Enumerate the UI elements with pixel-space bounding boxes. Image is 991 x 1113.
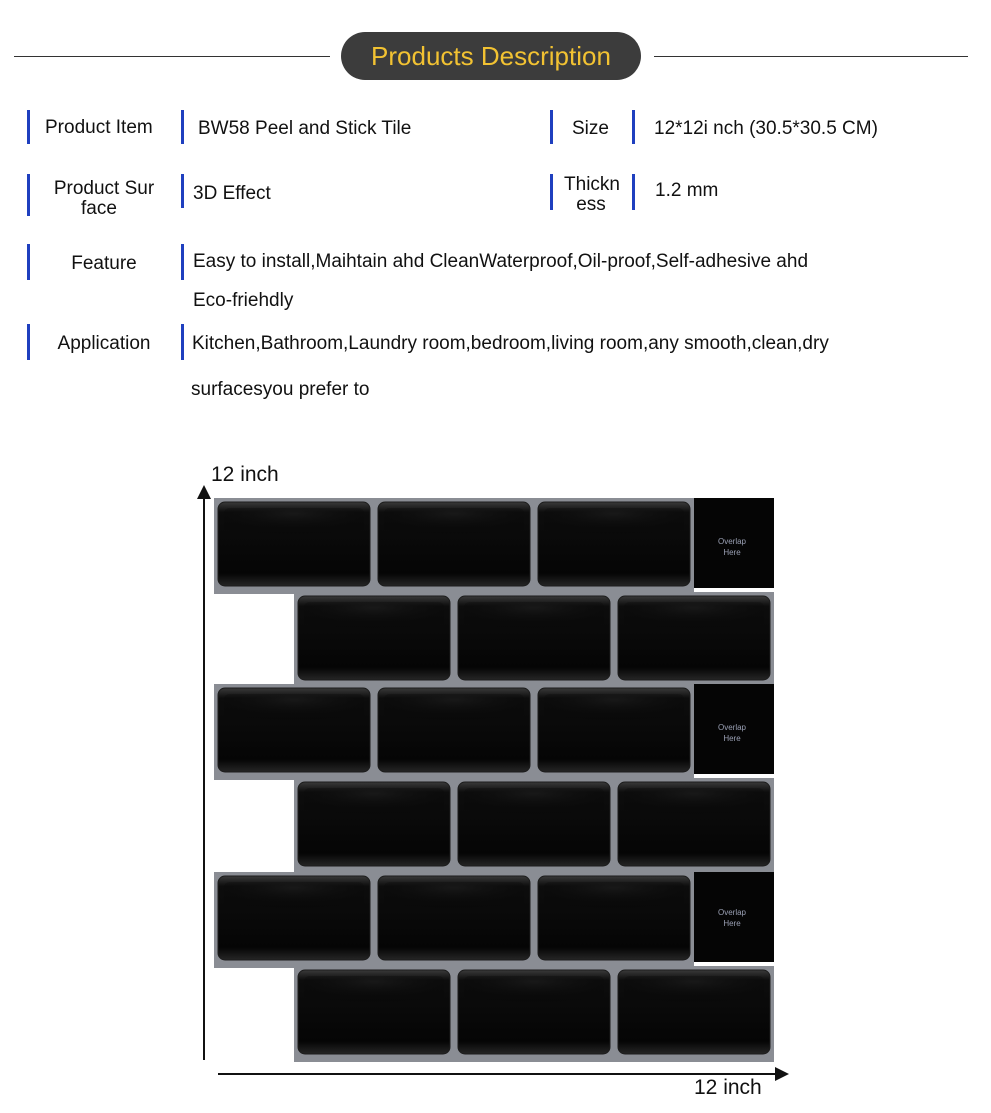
tile-highlight — [544, 694, 684, 722]
tile-highlight — [464, 976, 604, 1004]
tile-highlight — [304, 602, 444, 630]
overlap-label-line2: Here — [723, 919, 741, 928]
tile-highlight — [464, 788, 604, 816]
value-product-surface: 3D Effect — [193, 183, 271, 204]
tile-highlight — [464, 602, 604, 630]
tile-sheet — [214, 498, 774, 1062]
value-application-line2: surfacesyou prefer to — [191, 379, 370, 400]
label-thickness-line1: Thickn — [564, 174, 620, 195]
tile-highlight — [384, 882, 524, 910]
label-product-item: Product Item — [45, 117, 153, 138]
tile-highlight — [384, 694, 524, 722]
section-title: Products Description — [341, 32, 641, 80]
value-thickness: 1.2 mm — [655, 180, 719, 201]
label-thickness-line2: ess — [576, 194, 606, 215]
label-size: Size — [572, 118, 609, 139]
overlap-label-line2: Here — [723, 734, 741, 743]
tile-highlight — [224, 882, 364, 910]
tile-highlight — [624, 976, 764, 1004]
label-product-surface-line1: Product Sur — [53, 178, 155, 199]
tile-highlight — [304, 788, 444, 816]
value-application-line1: Kitchen,Bathroom,Laundry room,bedroom,living room,any smooth,clean,dry — [192, 333, 829, 354]
width-dimension-label: 12 inch — [694, 1076, 762, 1099]
tile-highlight — [624, 788, 764, 816]
value-feature-line2: Eco-friehdly — [193, 290, 294, 311]
tile-highlight — [224, 694, 364, 722]
label-product-surface-line2: face — [81, 198, 117, 219]
label-feature: Feature — [71, 253, 137, 274]
value-feature-line1: Easy to install,Maihtain ahd CleanWaterproof,Oil-proof,Self-adhesive ahd — [193, 251, 809, 272]
label-application: Application — [57, 333, 151, 354]
overlap-tab — [694, 872, 774, 962]
overlap-label-line1: Overlap — [717, 908, 747, 917]
value-product-item: BW58 Peel and Stick Tile — [198, 118, 412, 139]
tile-highlight — [304, 976, 444, 1004]
height-dimension-label: 12 inch — [211, 463, 279, 486]
tile-highlight — [544, 508, 684, 536]
tile-highlight — [544, 882, 684, 910]
arrow-up-icon — [197, 485, 211, 499]
value-size: 12*12i nch (30.5*30.5 CM) — [654, 118, 878, 139]
overlap-label-line2: Here — [723, 548, 741, 557]
tile-highlight — [624, 602, 764, 630]
tile-highlight — [384, 508, 524, 536]
overlap-label-line1: Overlap — [717, 537, 747, 546]
overlap-label-line1: Overlap — [717, 723, 747, 732]
tile-highlight — [224, 508, 364, 536]
arrow-right-icon — [775, 1067, 789, 1081]
